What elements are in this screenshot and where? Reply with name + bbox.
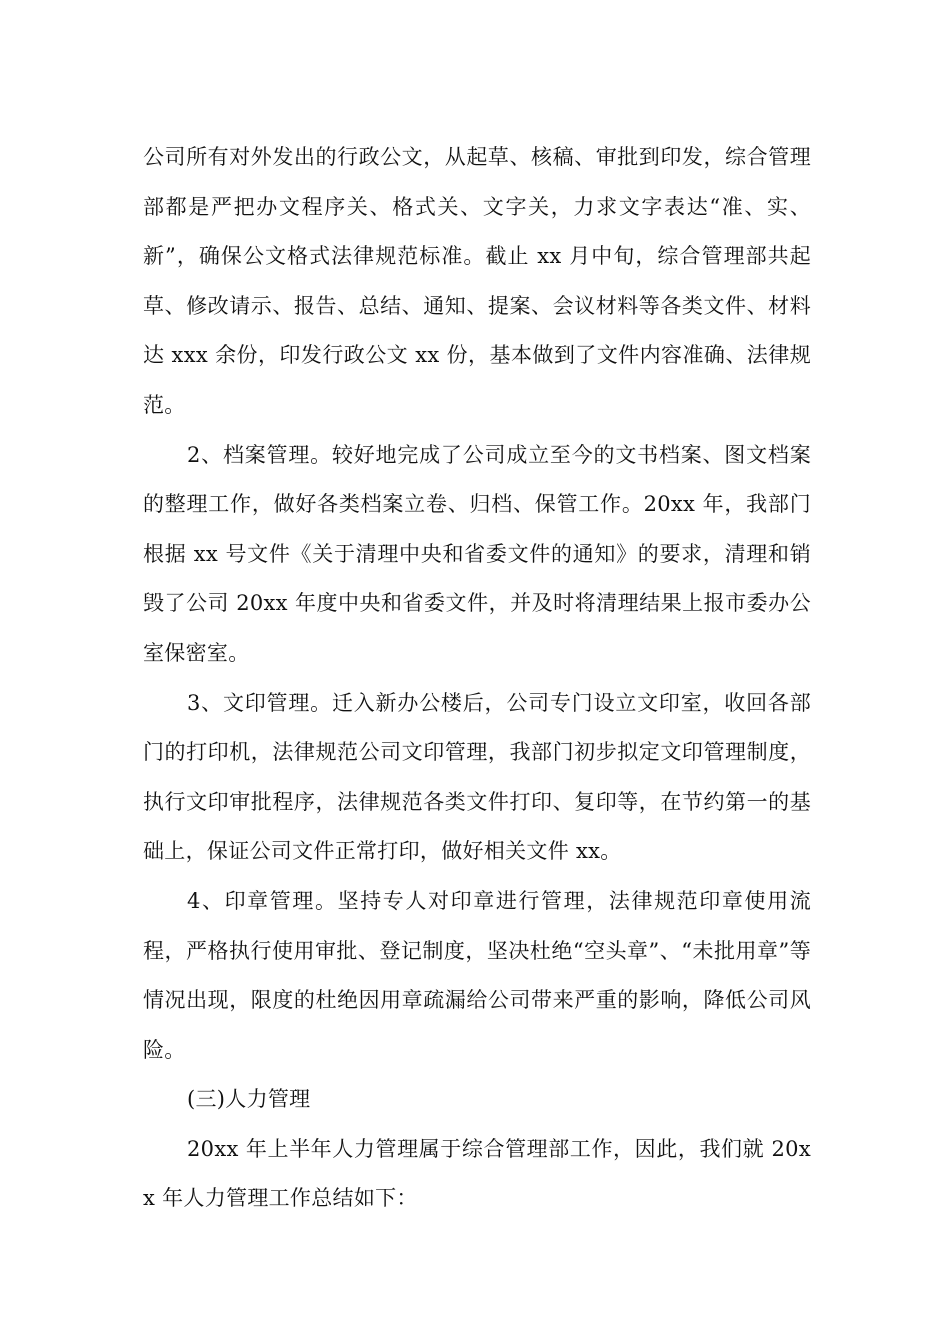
paragraph-seal-management: 4、印章管理。坚持专人对印章进行管理，法律规范印章使用流程，严格执行使用审批、登记制度，坚决杜绝“空头章”、“未批用章”等情况出现，限度的杜绝因用章疏漏给公司带来严重的影响，降低公司风险。 — [143, 888, 811, 1062]
paragraph-printing-management: 3、文印管理。迁入新办公楼后，公司专门设立文印室，收回各部门的打印机，法律规范公司文印管理，我部门初步拟定文印管理制度，执行文印审批程序，法律规范各类文件打印、复印等，在节约第一的基础上，保证公司文件正常打印，做好相关文件 xx。 — [143, 690, 811, 864]
paragraph-archive-management: 2、档案管理。较好地完成了公司成立至今的文书档案、图文档案的整理工作，做好各类档案立卷、归档、保管工作。20xx 年，我部门根据 xx 号文件《关于清理中央和省委文件的通知》的要求，清理和销毁了公司 20xx 年度中央和省委文件，并及时将清理结果上报市委办公室保密室。 — [143, 442, 811, 665]
paragraph-official-documents: 公司所有对外发出的行政公文，从起草、核稿、审批到印发，综合管理部都是严把办文程序关、格式关、文字关，力求文字表达“准、实、新”，确保公文格式法律规范标准。截止 xx 月中旬，综合管理部共起草、修改请示、报告、总结、通知、提案、会议材料等各类文件、材料达 xxx 余份，印发行政公文 xx 份，基本做到了文件内容准确、法律规范。 — [143, 145, 811, 417]
section-heading-human-resources: (三)人力管理 — [187, 1087, 311, 1112]
document-body — [143, 133, 811, 1224]
paragraph-hr-summary-intro: 20xx 年上半年人力管理属于综合管理部工作，因此，我们就 20xx 年人力管理工作总结如下： — [143, 1136, 811, 1211]
